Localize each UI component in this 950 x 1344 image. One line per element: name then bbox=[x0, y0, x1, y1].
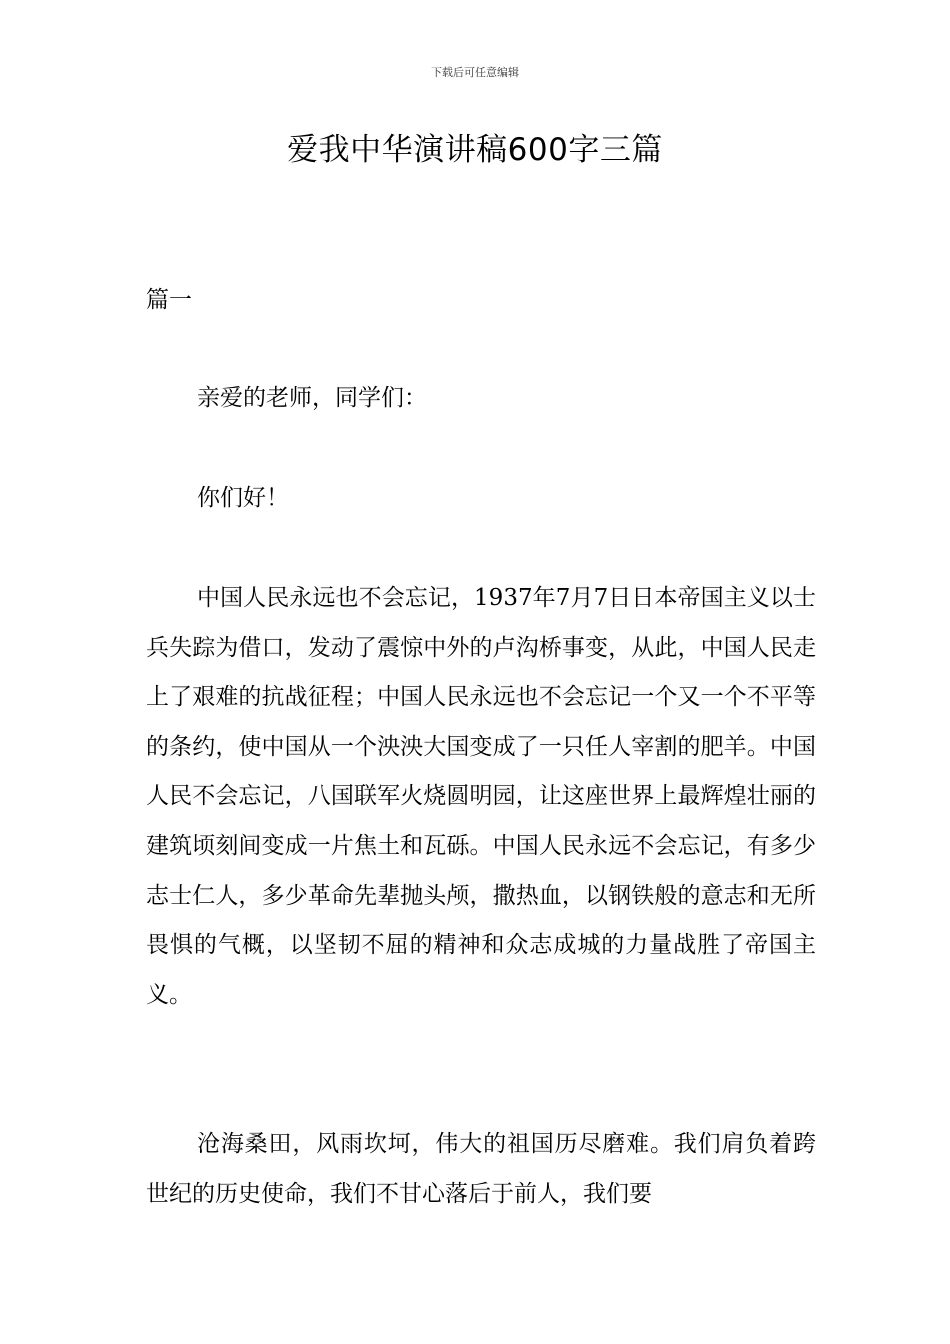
section-label: 篇一 bbox=[146, 287, 192, 313]
body-paragraph-1: 中国人民永远也不会忘记，1937年7月7日日本帝国主义以士兵失踪为借口，发动了震惊中外的卢沟桥事变，从此，中国人民走上了艰难的抗战征程；中国人民永远也不会忘记一个又一个不平等的条约，使中国从一个泱泱大国变成了一只任人宰割的肥羊。中国人民不会忘记，八国联军火烧圆明园，让这座世界上最辉煌壮丽的建筑顷刻间变成一片焦土和瓦砾。中国人民永远不会忘记，有多少志士仁人，多少革命先辈抛头颅，撒热血，以钢铁般的意志和无所畏惧的气概，以坚韧不屈的精神和众志成城的力量战胜了帝国主义。 bbox=[146, 585, 816, 1008]
header-note: 下载后可任意编辑 bbox=[431, 66, 519, 79]
document-title: 爱我中华演讲稿600字三篇 bbox=[287, 132, 663, 168]
hello-paragraph: 你们好！ bbox=[197, 485, 289, 511]
body-paragraph-2: 沧海桑田，风雨坎坷，伟大的祖国历尽磨难。我们肩负着跨世纪的历史使命，我们不甘心落后于前人，我们要 bbox=[146, 1131, 816, 1207]
greeting-paragraph: 亲爱的老师，同学们： bbox=[197, 385, 427, 411]
